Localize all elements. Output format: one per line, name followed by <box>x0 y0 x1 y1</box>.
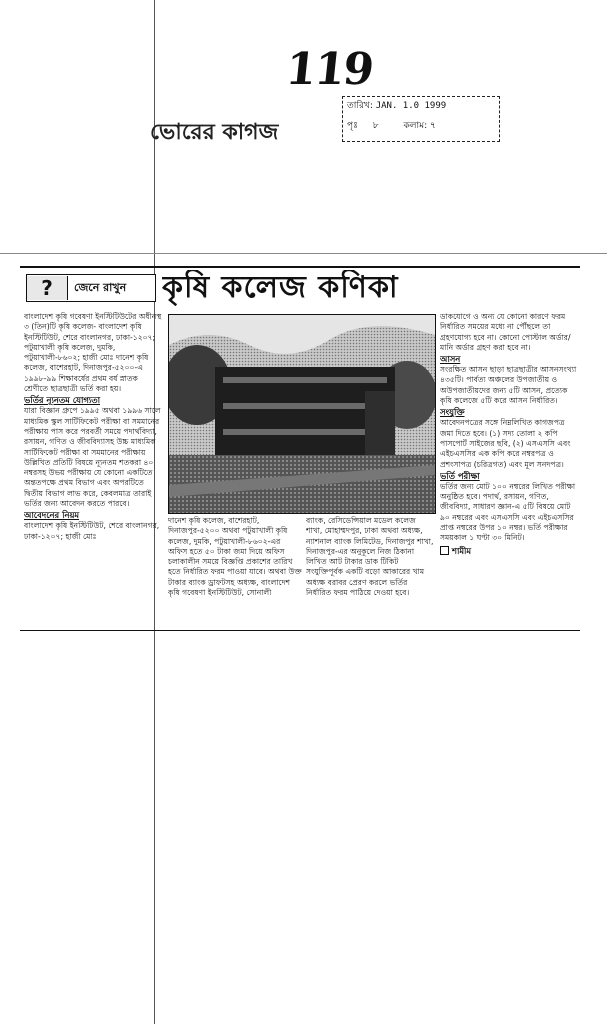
intro-paragraph: বাংলাদেশ কৃষি গবেষণা ইনস্টিটিউটের অধীনস্থ ৩ (তিন)টি কৃষি কলেজ- বাংলাদেশ কৃষি ইনস্টিটিউট, শেরে বাংলানগর, ঢাকা-১২০৭; পটুয়াখালী কৃষি কলেজ, দুমকি, পটুয়াখালী-৮৬০২; হাজী মোঃ দানেশ কৃষি কলেজ, বাশেরহাট, দিনাজপুর-৫২০০-এ ১৯৯৮-৯৯ শিক্ষাবর্ষের প্রথম বর্ষ স্নাতক শ্রেণীতে ছাত্রছাত্রী ভর্তি করা হয়। <box>24 312 162 394</box>
article-column-1 <box>24 312 162 612</box>
horizontal-fold-line <box>0 253 607 254</box>
column-3-paragraph: ব্যাংক, রেসিডেন্সিয়াল মডেল কলেজ শাখা, মোহাম্মদপুর, ঢাকা অথবা অধ্যক্ষ, ন্যাশনাল ব্যাংক লিমিটেড, দিনাজপুর শাখা, দিনাজপুর-এর অনুকূলে নিজ ঠিকানা লিখিত আট টাকার ডাক টিকিট সংযুক্তিপূর্বক একটি বড়ো আকারের খাম অধ্যক্ষ বরাবর প্রেরণ করলে ভর্তির নির্ধারিত ফরম পাঠিয়ে দেওয়া হবে। <box>306 516 434 598</box>
byline <box>440 546 578 556</box>
exam-heading: ভর্তি পরীক্ষা <box>440 470 480 481</box>
byline-author: শামীম <box>452 545 472 556</box>
seats-heading: আসন <box>440 354 461 365</box>
handwritten-number: 119 <box>283 44 375 95</box>
article-column-2 <box>168 516 302 612</box>
seats-paragraph: সংরক্ষিত আসন ছাড়া ছাত্রছাত্রীর আসনসংখ্যা ৪৩৫টি। পার্বত্য অঞ্চলের উপজাতীয় ও অউপজাতীয়দের জন্য ৫টি আসন, প্রত্যেক কৃষি কলেজে ৫টি করে আসন নির্ধারিত। <box>440 365 577 406</box>
section-tag <box>26 274 156 302</box>
attachments-heading: সংযুক্তি <box>440 407 465 418</box>
column-2-paragraph: দানেশ কৃষি কলেজ, বাশেরহাট, দিনাজপুর-৫২০০ অথবা পটুয়াখালী কৃষি কলেজ, দুমকি, পটুয়াখালী-৮৬০২-এর অফিস হতে ৫০ টাকা জমা দিয়ে অফিস চলাকালীন সময়ে বিজ্ঞপ্তি প্রকাশের তারিখ হতে নির্ধারিত ফরম পাওয়া যাবে। অথবা উক্ত টাকার ব্যাংক ড্রাফটসহ অধ্যক্ষ, বাংলাদেশ কৃষি গবেষণা ইনস্টিটিউট, সোনালী <box>168 516 302 598</box>
clipping-stamp <box>342 96 500 142</box>
rules-paragraph: বাংলাদেশ কৃষি ইনস্টিটিউট, শেরে বাংলানগর, ঢাকা-১২০৭; হাজী মোঃ <box>24 521 160 541</box>
stamp-date-row: তারিখ: JAN. 1.0 1999 <box>347 101 447 111</box>
article-headline: কৃষি কলেজ কণিকা <box>162 270 399 305</box>
college-building-image <box>169 315 435 513</box>
stamp-page-row: পৃঃ ৮ কলাম: ৭ <box>347 121 436 131</box>
attachments-paragraph: আবেদনপত্রের সঙ্গে নিম্নলিখিত কাগজপত্র জমা দিতে হবে। (১) সদ্য তোলা ২ কপি পাসপোর্ট সাইজের ছবি, (২) এসএসসি এবং এইচএসসির এক কপি করে নম্বরপত্র ও প্রশংসাপত্র (চরিত্রগত) এবং মূল সনদপত্র। <box>440 418 571 469</box>
article-column-3 <box>306 516 434 612</box>
exam-paragraph: ভর্তির জন্য মোট ১০০ নম্বরের লিখিত পরীক্ষা অনুষ্ঠিত হবে। পদার্থ, রসায়ন, গণিত, জীববিদ্যা, সাধারণ জ্ঞান-এ ৫টি বিষয়ে মোট ৯০ নম্বরের এবং এসএসসি এবং এইচএসসির প্রাপ্ত নম্বরের উপর ১০ নম্বর। ভর্তি পরীক্ষার সময়কাল ১ ঘণ্টা ৩০ মিনিট। <box>440 481 576 543</box>
stamp-column-value: ৭ <box>430 121 436 131</box>
article-clipping <box>20 266 580 631</box>
byline-box-icon <box>440 546 449 555</box>
stamp-page-label: পৃঃ <box>347 121 358 131</box>
college-building-photo <box>168 314 436 514</box>
stamp-page-value: ৮ <box>372 121 379 131</box>
stamp-column-label: কলাম <box>403 121 425 131</box>
stamp-date-label: তারিখ <box>347 101 370 111</box>
stamp-date-value: JAN. 1.0 1999 <box>375 101 447 111</box>
deadline-paragraph: ডাকযোগে ও অন্য যে কোনো কারণে ফরম নির্ধারিত সময়ের মধ্যে না পৌঁছলে তা গ্রহণযোগ্য হবে না। কোনো পোস্টাল অর্ডার/ মানি অর্ডার গ্রহণ করা হবে না। <box>440 312 571 352</box>
question-mark-icon: ? <box>27 276 68 300</box>
newspaper-name: ভোরের কাগজ <box>150 119 279 145</box>
eligibility-paragraph: যারা বিজ্ঞান গ্রুপে ১৯৯৫ অথবা ১৯৯৬ সালে মাধ্যমিক স্কুল সার্টিফিকেট পরীক্ষা বা সমমানের পরীক্ষায় পাস করে পরবর্তী সময়ে পদার্থবিদ্যা, রসায়ন, গণিত ও জীববিদ্যাসহ উচ্চ মাধ্যমিক সার্টিফিকেট পরীক্ষা বা সমমানের পরীক্ষায় উল্লিখিত প্রতিটি বিষয়ে ন্যূনতম শতকরা ৪০ নম্বরসহ উভয় পরীক্ষায় যে কোনো একটিতে অন্ততপক্ষে প্রথম বিভাগ এবং অপরটিতে দ্বিতীয় বিভাগ লাভ করে, কেবলমাত্র তারাই ভর্তির জন্য আবেদন করতে পারবে। <box>24 406 161 509</box>
eligibility-heading: ভর্তির ন্যূনতম যোগ্যতা <box>24 395 101 406</box>
rules-heading: আবেদনের নিয়ম <box>24 510 80 521</box>
section-tag-label: জেনে রাখুন <box>74 280 127 294</box>
article-column-4 <box>440 312 578 612</box>
